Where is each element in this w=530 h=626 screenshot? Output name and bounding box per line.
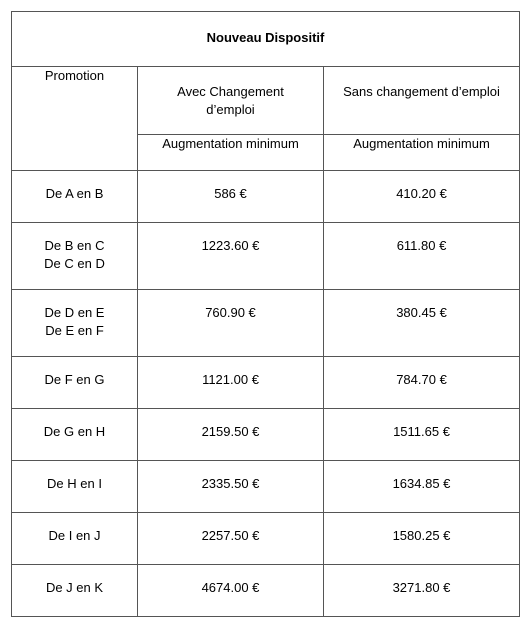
table-title: Nouveau Dispositif [206, 30, 325, 45]
promotion-cell [12, 357, 138, 409]
avec-changement-value: 2257.50 € [201, 528, 260, 543]
avec-changement-value-cell [138, 357, 324, 409]
promotion-cell [12, 461, 138, 513]
avec-changement-value: 586 € [214, 186, 247, 201]
avec-changement-value-cell [138, 461, 324, 513]
promotion-label: De D en E [44, 305, 105, 320]
subheader-sans [324, 135, 520, 171]
promotion-label: De C en D [44, 256, 105, 271]
sans-changement-value: 784.70 € [396, 372, 447, 387]
promotion-cell [12, 223, 138, 290]
promotion-label: De B en C [44, 238, 105, 253]
promotion-cell [12, 171, 138, 223]
sans-changement-value: 410.20 € [396, 186, 447, 201]
promotion-label: De G en H [43, 424, 106, 439]
table-row [12, 223, 520, 290]
avec-changement-value: 2335.50 € [201, 476, 260, 491]
sans-changement-value-cell [324, 290, 520, 357]
sans-changement-value-cell [324, 565, 520, 617]
sans-changement-value-cell [324, 513, 520, 565]
header-promotion-label: Promotion [44, 68, 105, 83]
promotion-cell [12, 409, 138, 461]
header-sans-label: Sans changement d’emploi [343, 84, 500, 99]
table-title-row [12, 12, 520, 67]
header-row [12, 67, 520, 135]
table-row [12, 461, 520, 513]
avec-changement-value-cell [138, 171, 324, 223]
sans-changement-value-cell [324, 461, 520, 513]
header-avec-line-2: d’emploi [206, 102, 255, 117]
avec-changement-value-cell [138, 565, 324, 617]
sans-changement-value-cell [324, 223, 520, 290]
sans-changement-value-cell [324, 357, 520, 409]
table-row [12, 513, 520, 565]
table-title-cell [12, 12, 520, 67]
subheader-avec [138, 135, 324, 171]
table-row [12, 409, 520, 461]
promotion-label: De A en B [45, 186, 104, 201]
avec-changement-value-cell [138, 513, 324, 565]
avec-changement-value: 1223.60 € [201, 238, 260, 253]
avec-changement-value: 760.90 € [205, 305, 256, 320]
avec-changement-value: 4674.00 € [201, 580, 260, 595]
sans-changement-value: 380.45 € [396, 305, 447, 320]
sans-changement-value: 611.80 € [396, 238, 447, 253]
avec-changement-value: 2159.50 € [201, 424, 260, 439]
avec-changement-value-cell [138, 409, 324, 461]
avec-changement-value-cell [138, 223, 324, 290]
table-row [12, 565, 520, 617]
promotion-table [11, 11, 520, 617]
sans-changement-value-cell [324, 409, 520, 461]
promotion-cell [12, 565, 138, 617]
table-row [12, 290, 520, 357]
promotion-cell [12, 290, 138, 357]
subheader-avec-label: Augmentation minimum [162, 136, 299, 151]
avec-changement-value: 1121.00 € [202, 372, 259, 387]
avec-changement-value-cell [138, 290, 324, 357]
table-row [12, 171, 520, 223]
promotion-label: De F en G [44, 372, 105, 387]
sans-changement-value: 1634.85 € [392, 476, 451, 491]
header-avec-line-1: Avec Changement [177, 84, 284, 99]
promotion-cell [12, 513, 138, 565]
promotion-label: De I en J [48, 528, 101, 543]
header-promotion [12, 67, 138, 171]
table-row [12, 357, 520, 409]
promotion-label: De E en F [45, 323, 104, 338]
promotion-label: De J en K [45, 580, 104, 595]
promotion-label: De H en I [47, 476, 102, 491]
sans-changement-value: 1511.65 € [393, 424, 450, 439]
sans-changement-value-cell [324, 171, 520, 223]
header-avec-changement [138, 67, 324, 135]
sans-changement-value: 3271.80 € [392, 580, 451, 595]
header-sans-changement [324, 67, 520, 135]
sans-changement-value: 1580.25 € [392, 528, 451, 543]
subheader-sans-label: Augmentation minimum [353, 136, 490, 151]
